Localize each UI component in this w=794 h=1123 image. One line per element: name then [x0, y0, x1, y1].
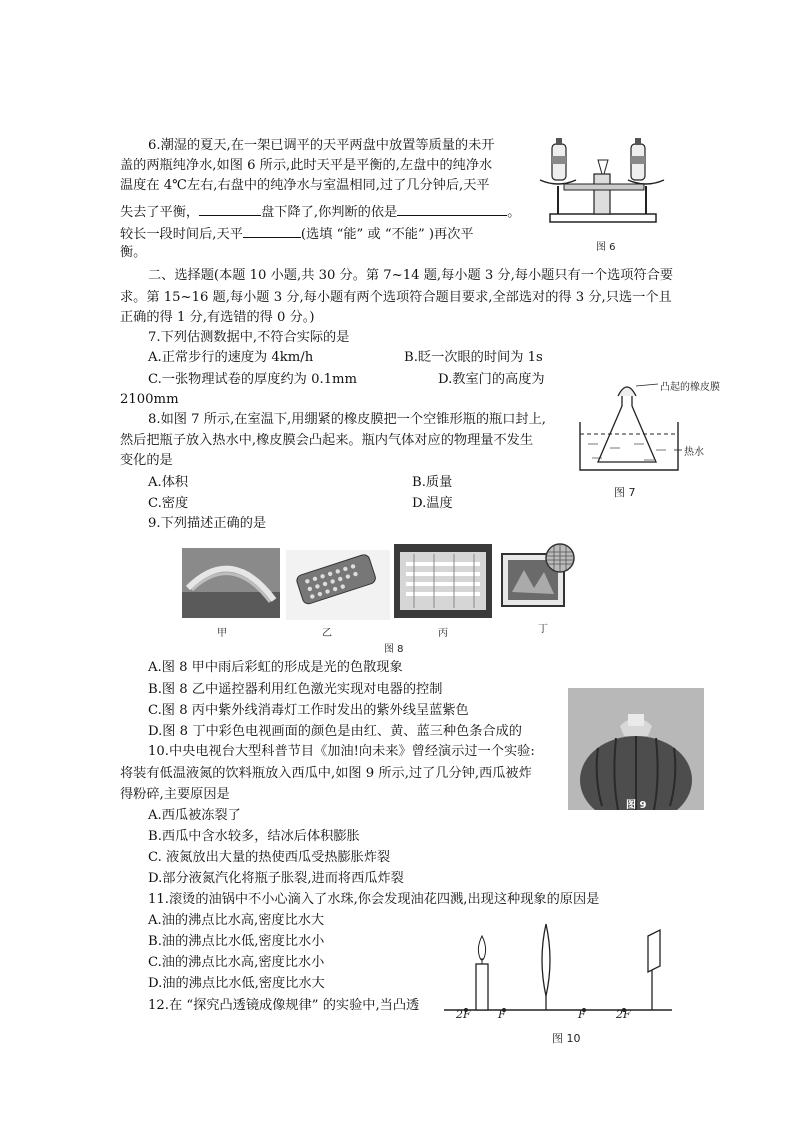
q9-option-b[interactable]: B.图 8 乙中遥控器利用红色激光实现对电器的控制 [148, 682, 443, 697]
figure-8-label-yi: 乙 [322, 628, 332, 639]
figure-7-caption: 图 7 [614, 486, 636, 499]
q8-line-1: 8.如图 7 所示,在室温下,用绷紧的橡皮膜把一个空锥形瓶的瓶口封上, [148, 412, 546, 427]
q6-blank-3[interactable] [243, 223, 301, 238]
figure-8-caption: 图 8 [384, 644, 404, 655]
figure-8-label-bing: 丙 [438, 628, 448, 639]
q7-stem: 7.下列估测数据中,不符合实际的是 [148, 330, 350, 345]
figure-7-label-membrane: 凸起的橡皮膜 [660, 382, 720, 393]
q10-line-2: 将装有低温液氮的饮料瓶放入西瓜中,如图 9 所示,过了几分钟,西瓜被炸 [120, 766, 532, 781]
q11-option-b[interactable]: B.油的沸点比水低,密度比水小 [148, 934, 325, 949]
figure-6-balance [528, 128, 678, 238]
q11-option-d[interactable]: D.油的沸点比水低,密度比水大 [148, 976, 325, 991]
figure-8-tv-image [500, 542, 580, 618]
q7-option-c[interactable]: C.一张物理试卷的厚度约为 0.1mm [148, 372, 358, 387]
q7-option-d-continued: 2100mm [120, 392, 179, 407]
q8-option-b[interactable]: B.质量 [412, 475, 453, 490]
figure-9-caption: 图 9 [626, 800, 647, 811]
q8-line-3: 变化的是 [120, 453, 173, 468]
q10-line-1: 10.中央电视台大型科普节目《加油!向未来》曾经演示过一个实验: [148, 744, 535, 759]
q8-option-d[interactable]: D.温度 [412, 496, 453, 511]
q6-line-2: 盖的两瓶纯净水,如图 6 所示,此时天平是平衡的,左盘中的纯净水 [120, 158, 493, 173]
q11-stem: 11.滚烫的油锅中不小心滴入了水珠,你会发现油花四溅,出现这种现象的原因是 [148, 892, 600, 907]
q6-line-1: 6.潮湿的夏天,在一架已调平的天平两盘中放置等质量的未开 [148, 138, 495, 153]
q10-option-b[interactable]: B.西瓜中含水较多，结冰后体积膨胀 [148, 829, 360, 844]
q6-blank-1[interactable] [199, 201, 261, 216]
figure-10-label-2f-left: 2F [456, 1008, 471, 1021]
q11-option-c[interactable]: C.油的沸点比水高,密度比水小 [148, 955, 325, 970]
q6-line-5b: (选填 “能” 或 “不能” )再次平 [300, 227, 474, 242]
q7-option-d[interactable]: D.教室门的高度为 [438, 372, 545, 387]
q11-option-a[interactable]: A.油的沸点比水高,密度比水大 [148, 913, 325, 928]
figure-8-rainbow-image [182, 548, 280, 618]
q7-option-b[interactable]: B.眨一次眼的时间为 1s [404, 350, 543, 365]
q6-line-4a: 失去了平衡， [120, 205, 200, 220]
q8-option-c[interactable]: C.密度 [148, 496, 189, 511]
q12-stem: 12.在 “探究凸透镜成像规律” 的实验中,当凸透 [148, 998, 420, 1013]
q10-option-a[interactable]: A.西瓜被冻裂了 [148, 808, 241, 823]
q8-line-2: 然后把瓶子放入热水中,橡皮膜会凸起来。瓶内气体对应的物理量不发生 [120, 433, 534, 448]
q9-option-c[interactable]: C.图 8 丙中紫外线消毒灯工作时发出的紫外线呈蓝紫色 [148, 703, 469, 718]
q9-stem: 9.下列描述正确的是 [148, 516, 267, 531]
figure-7-label-hot-water: 热水 [684, 447, 704, 458]
q10-line-3: 得粉碎,主要原因是 [120, 787, 230, 802]
q6-line-5a: 较长一段时间后,天平 [120, 227, 243, 242]
section2-line-1: 二、选择题(本题 10 小题,共 30 分。第 7~14 题,每小题 3 分,每小题只有一个选项符合要 [148, 268, 674, 283]
figure-8-label-jia: 甲 [217, 628, 227, 639]
figure-8-uv-lamp-image [394, 544, 492, 618]
q9-option-a[interactable]: A.图 8 甲中雨后彩虹的形成是光的色散现象 [148, 660, 403, 675]
figure-10-label-2f-right: 2F [616, 1008, 631, 1021]
figure-8-remote-image [286, 550, 390, 620]
q6-blank-2[interactable] [397, 201, 507, 216]
q8-option-a[interactable]: A.体积 [148, 475, 189, 490]
q10-option-c[interactable]: C. 液氮放出大量的热使西瓜受热膨胀炸裂 [148, 850, 391, 865]
figure-6-caption: 图 6 [596, 242, 616, 253]
figure-10-optical-bench [440, 920, 676, 1024]
q6-line-4 [120, 201, 520, 223]
section2-line-3: 正确的得 1 分,有选错的得 0 分。) [120, 310, 315, 325]
figure-10-label-f-right: F [578, 1008, 586, 1021]
q7-option-a[interactable]: A.正常步行的速度为 4km/h [148, 350, 314, 365]
q10-option-d[interactable]: D.部分液氮汽化将瓶子胀裂,进而将西瓜炸裂 [148, 871, 404, 886]
figure-10-caption: 图 10 [552, 1032, 581, 1045]
figure-9-watermelon-photo [568, 688, 704, 810]
q6-line-4b: 盘下降了,你判断的依是 [261, 205, 398, 220]
figure-10-label-f-left: F [498, 1008, 506, 1021]
figure-8-label-ding: 丁 [538, 624, 548, 635]
q6-line-4c: 。 [507, 205, 521, 220]
q6-line-5 [120, 223, 474, 245]
q9-option-d[interactable]: D.图 8 丁中彩色电视画面的颜色是由红、黄、蓝三种色条合成的 [148, 724, 522, 739]
q6-line-3: 温度在 4℃左右,右盘中的纯净水与室温相同,过了几分钟后,天平 [120, 178, 490, 193]
q6-line-6: 衡。 [120, 245, 147, 260]
section2-line-2: 求。第 15~16 题,每小题 3 分,每小题有两个选项符合题目要求,全部选对的得 3 分,只选一个且 [120, 290, 672, 305]
